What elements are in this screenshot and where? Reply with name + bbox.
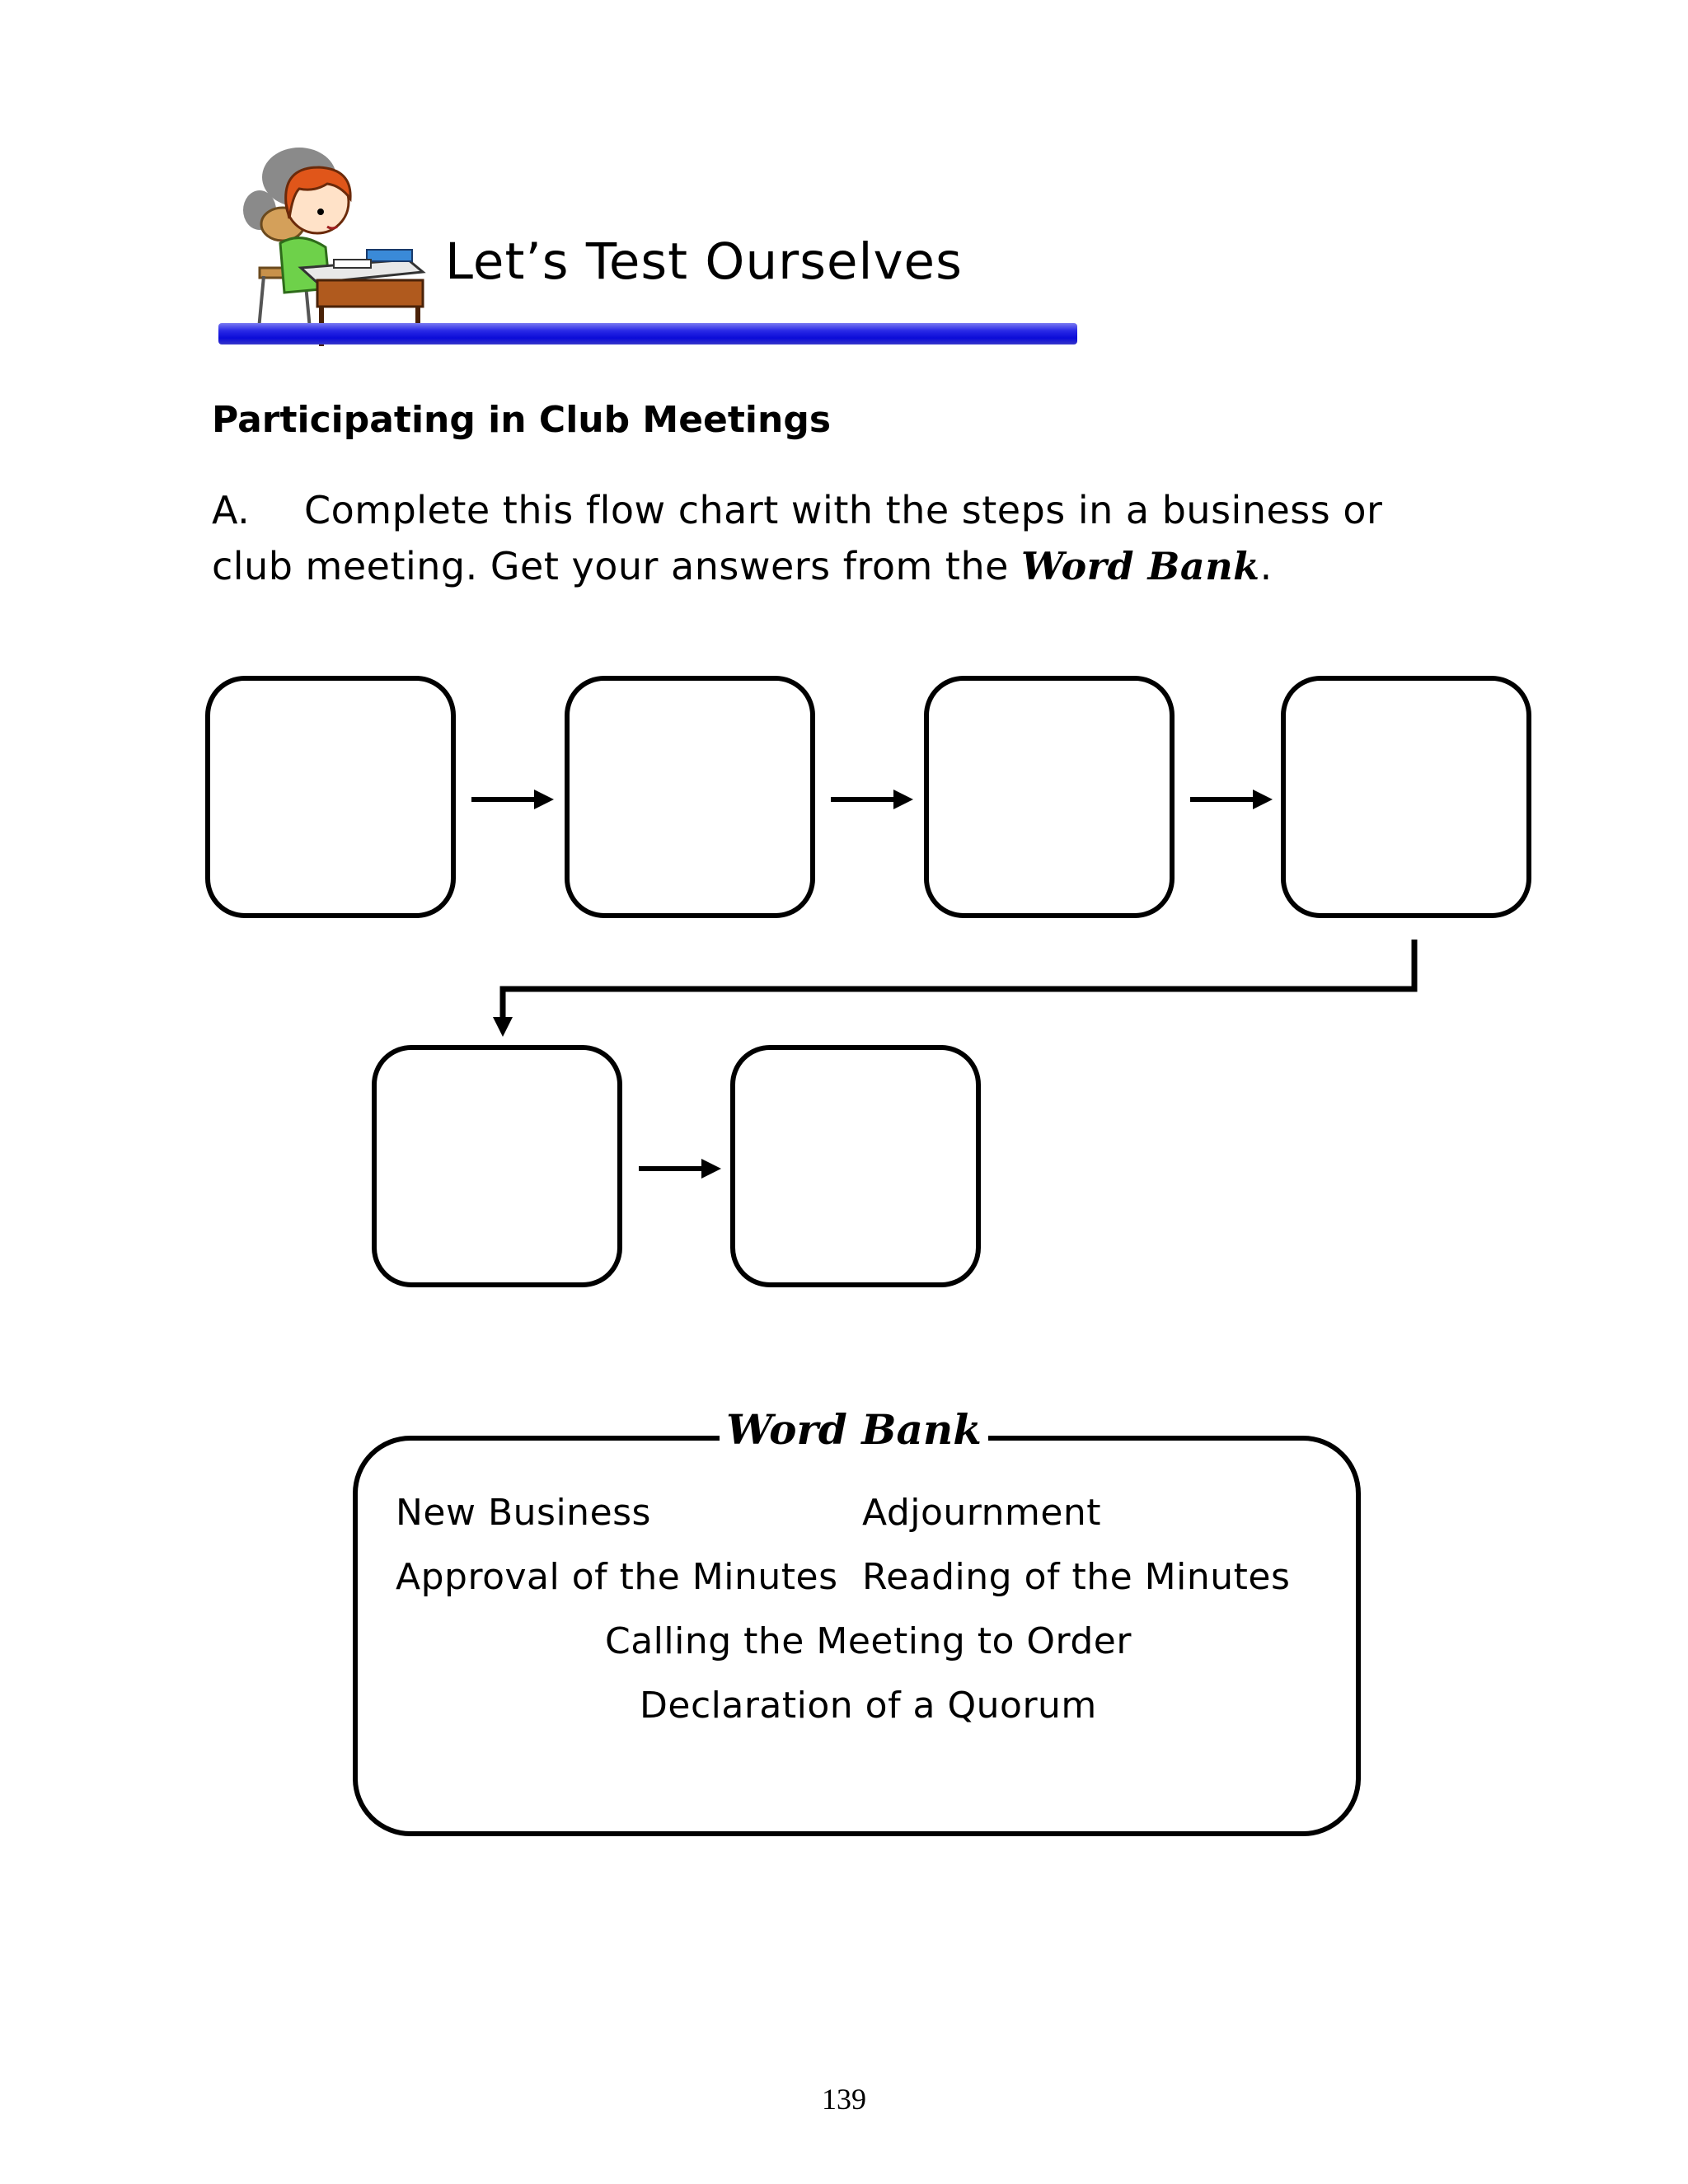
word-bank-emphasis: Word Bank xyxy=(1021,544,1260,588)
right-arrow-icon xyxy=(639,1159,721,1179)
word-bank-item: Calling the Meeting to Order xyxy=(605,1620,1132,1662)
word-bank-item: Declaration of a Quorum xyxy=(640,1685,1097,1727)
instruction-end: . xyxy=(1259,544,1273,588)
elbow-arrow-icon xyxy=(493,940,1414,1037)
word-bank-item: New Business xyxy=(396,1492,651,1534)
word-bank-item: Reading of the Minutes xyxy=(862,1556,1291,1598)
instruction-text: Complete this flow chart with the steps in a business or club meeting. Get your answers from the xyxy=(212,488,1383,588)
right-arrow-icon xyxy=(831,790,913,809)
word-bank-item: Approval of the Minutes xyxy=(396,1556,838,1598)
right-arrow-icon xyxy=(471,790,554,809)
page-title: Let’s Test Ourselves xyxy=(445,232,963,291)
section-heading: Participating in Club Meetings xyxy=(212,399,832,441)
page-number: 139 xyxy=(822,2083,866,2116)
question-label: A. xyxy=(212,488,251,532)
right-arrow-icon xyxy=(1190,790,1273,809)
word-bank-item: Adjournment xyxy=(862,1492,1102,1534)
word-bank-title: Word Bank xyxy=(720,1393,988,1467)
